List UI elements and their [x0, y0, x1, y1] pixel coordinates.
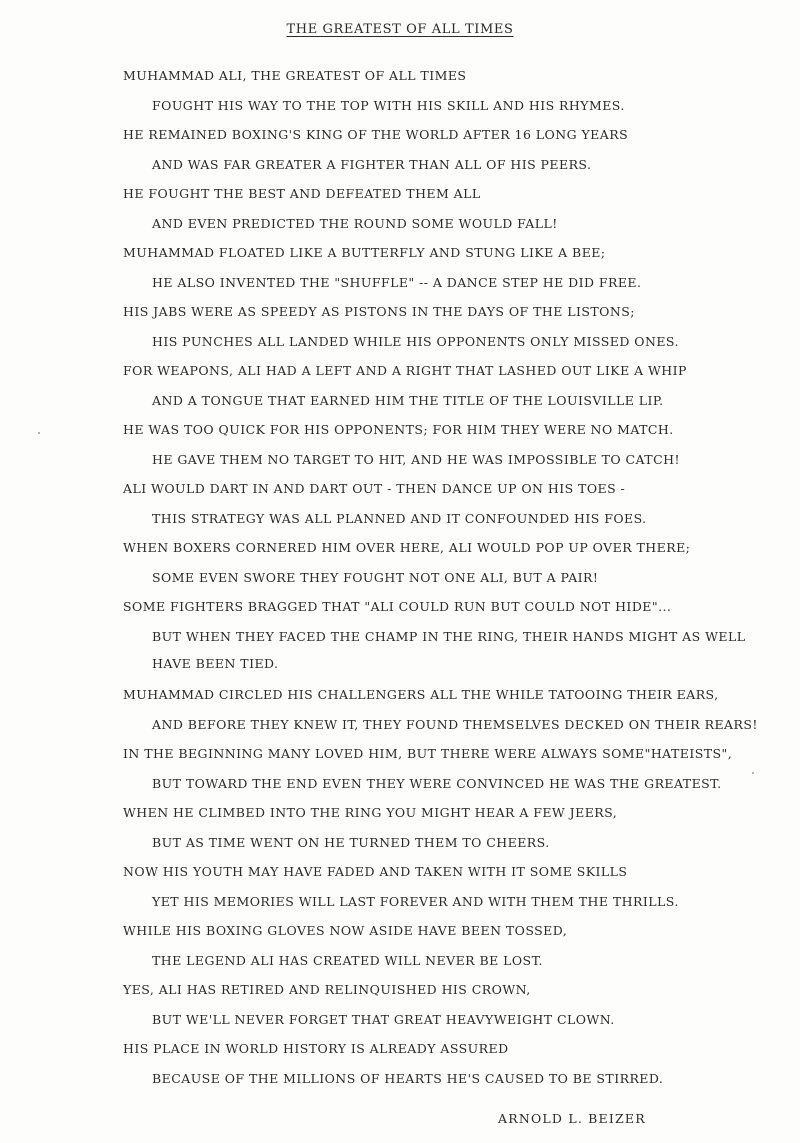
poem-line: HE GAVE THEM NO TARGET TO HIT, AND HE WAS IMPOSSIBLE TO CATCH! [152, 452, 680, 467]
poem-line: HE ALSO INVENTED THE "SHUFFLE" -- A DANCE STEP HE DID FREE. [152, 275, 642, 290]
poem-line: BECAUSE OF THE MILLIONS OF HEARTS HE'S CAUSED TO BE STIRRED. [152, 1071, 664, 1086]
poem-line: WHEN BOXERS CORNERED HIM OVER HERE, ALI WOULD POP UP OVER THERE; [123, 540, 691, 555]
poem-line: SOME EVEN SWORE THEY FOUGHT NOT ONE ALI, BUT A PAIR! [152, 570, 599, 585]
poem-line: MUHAMMAD CIRCLED HIS CHALLENGERS ALL THE WHILE TATOOING THEIR EARS, [123, 687, 719, 702]
poem-line: AND WAS FAR GREATER A FIGHTER THAN ALL OF HIS PEERS. [152, 157, 592, 172]
poem-line: NOW HIS YOUTH MAY HAVE FADED AND TAKEN WITH IT SOME SKILLS [123, 864, 628, 879]
poem-line: FOUGHT HIS WAY TO THE TOP WITH HIS SKILL AND HIS RHYMES. [152, 98, 625, 113]
poem-title: THE GREATEST OF ALL TIMES [286, 22, 514, 37]
poem-line: HE WAS TOO QUICK FOR HIS OPPONENTS; FOR HIM THEY WERE NO MATCH. [123, 422, 674, 437]
poem-line: AND EVEN PREDICTED THE ROUND SOME WOULD FALL! [152, 216, 558, 231]
poem-line: YET HIS MEMORIES WILL LAST FOREVER AND WITH THEM THE THRILLS. [152, 894, 679, 909]
poem-line: BUT AS TIME WENT ON HE TURNED THEM TO CHEERS. [152, 835, 550, 850]
poem-line: ALI WOULD DART IN AND DART OUT - THEN DANCE UP ON HIS TOES - [123, 481, 626, 496]
poem-line: HE FOUGHT THE BEST AND DEFEATED THEM ALL [123, 186, 481, 201]
poem-line: IN THE BEGINNING MANY LOVED HIM, BUT THERE WERE ALWAYS SOME"HATEISTS", [123, 746, 733, 761]
poem-line: BUT TOWARD THE END EVEN THEY WERE CONVINCED HE WAS THE GREATEST. [152, 776, 722, 791]
poem-line: WHILE HIS BOXING GLOVES NOW ASIDE HAVE BEEN TOSSED, [123, 923, 568, 938]
poem-line: FOR WEAPONS, ALI HAD A LEFT AND A RIGHT THAT LASHED OUT LIKE A WHIP [123, 363, 687, 378]
poem-line: AND BEFORE THEY KNEW IT, THEY FOUND THEMSELVES DECKED ON THEIR REARS! [152, 717, 758, 732]
poem-line: MUHAMMAD FLOATED LIKE A BUTTERFLY AND STUNG LIKE A BEE; [123, 245, 606, 260]
poem-line: HE REMAINED BOXING'S KING OF THE WORLD AFTER 16 LONG YEARS [123, 127, 629, 142]
scan-speck [752, 772, 754, 774]
poem-line: AND A TONGUE THAT EARNED HIM THE TITLE OF THE LOUISVILLE LIP. [152, 393, 664, 408]
poem-line: HIS PUNCHES ALL LANDED WHILE HIS OPPONENTS ONLY MISSED ONES. [152, 334, 679, 349]
poem-line: SOME FIGHTERS BRAGGED THAT "ALI COULD RUN BUT COULD NOT HIDE"... [123, 599, 672, 614]
poem-line: THIS STRATEGY WAS ALL PLANNED AND IT CONFOUNDED HIS FOES. [152, 511, 647, 526]
author-signature: ARNOLD L. BEIZER [498, 1111, 646, 1126]
poem-line: BUT WE'LL NEVER FORGET THAT GREAT HEAVYWEIGHT CLOWN. [152, 1012, 615, 1027]
poem-line: MUHAMMAD ALI, THE GREATEST OF ALL TIMES [123, 68, 467, 83]
poem-line: YES, ALI HAS RETIRED AND RELINQUISHED HIS CROWN, [123, 982, 531, 997]
poem-line: BUT WHEN THEY FACED THE CHAMP IN THE RING, THEIR HANDS MIGHT AS WELL [152, 629, 746, 644]
poem-line: HIS PLACE IN WORLD HISTORY IS ALREADY ASSURED [123, 1041, 509, 1056]
poem-line: HAVE BEEN TIED. [152, 656, 279, 671]
poem-line: HIS JABS WERE AS SPEEDY AS PISTONS IN THE DAYS OF THE LISTONS; [123, 304, 635, 319]
poem-line: THE LEGEND ALI HAS CREATED WILL NEVER BE LOST. [152, 953, 543, 968]
poem-line: WHEN HE CLIMBED INTO THE RING YOU MIGHT HEAR A FEW JEERS, [123, 805, 618, 820]
scan-speck [38, 432, 40, 434]
